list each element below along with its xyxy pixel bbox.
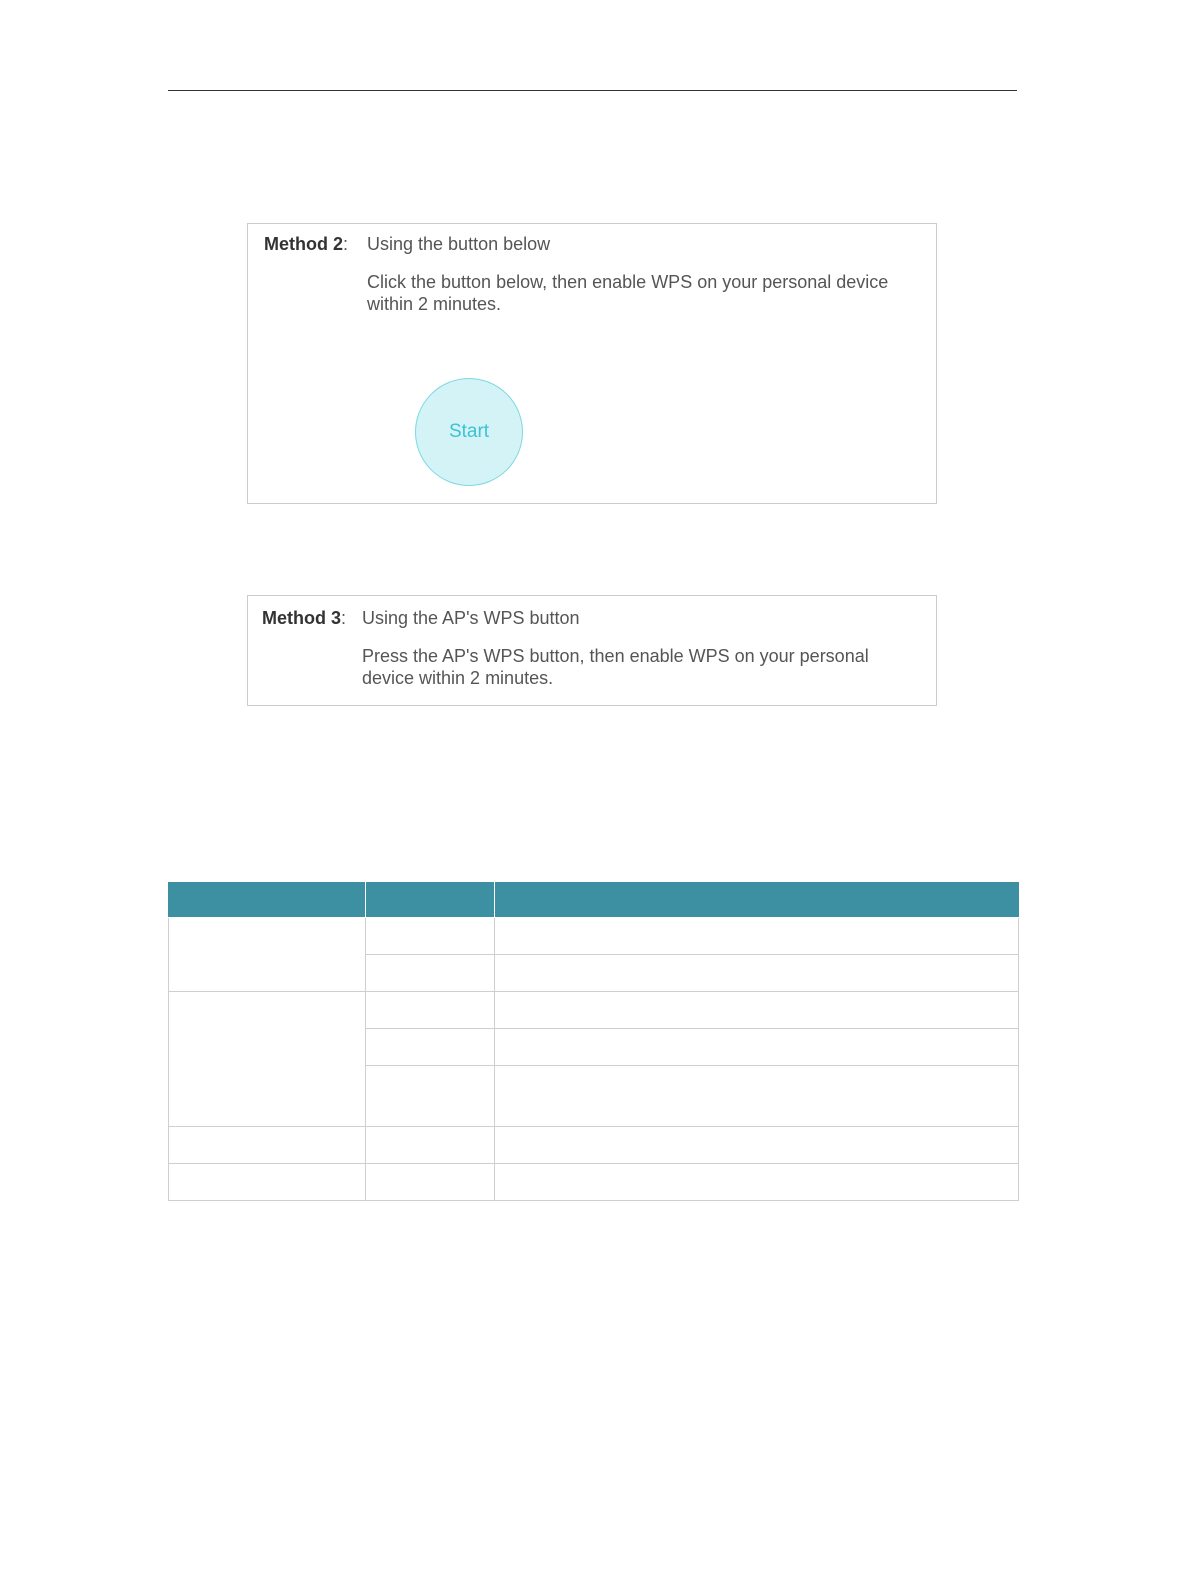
table-cell (495, 1066, 1019, 1127)
table-cell (366, 1127, 495, 1164)
table-row (169, 1127, 1019, 1164)
table-row (169, 1164, 1019, 1201)
method-3-label-colon: : (341, 608, 347, 628)
table-cell (366, 918, 495, 955)
wps-start-button-label: Start (448, 421, 490, 442)
table-cell (495, 1164, 1019, 1201)
method-3-description: Press the AP's WPS button, then enable WPS on your personal device within 2 minutes. (362, 646, 869, 688)
method-3-panel (247, 595, 937, 706)
table-cell (495, 992, 1019, 1029)
table-header-cell (366, 883, 495, 918)
table-header-cell (169, 883, 366, 918)
parameter-table (168, 882, 1019, 1201)
table-cell (366, 955, 495, 992)
table-row (169, 992, 1019, 1029)
method-3-title: Using the AP's WPS button (362, 608, 580, 628)
method-2-label (264, 234, 348, 255)
table-cell (495, 1029, 1019, 1066)
table-cell (169, 992, 366, 1127)
method-2-label-bold: Method 2 (264, 234, 343, 254)
table-cell (495, 1127, 1019, 1164)
table-cell (366, 992, 495, 1029)
table-header-row (169, 883, 1019, 918)
table-cell (366, 1029, 495, 1066)
method-2-description: Click the button below, then enable WPS on your personal device within 2 minutes. (367, 272, 889, 314)
page-header-rule (168, 90, 1017, 91)
table-row (169, 918, 1019, 955)
method-2-panel (247, 223, 937, 504)
table-cell (366, 1066, 495, 1127)
table-header-cell (495, 883, 1019, 918)
table-cell (169, 1164, 366, 1201)
method-2-label-colon: : (343, 234, 349, 254)
table-cell (495, 918, 1019, 955)
wps-start-button[interactable] (415, 378, 523, 486)
table-cell (169, 1127, 366, 1164)
method-2-title: Using the button below (367, 234, 551, 254)
method-3-label (262, 608, 346, 629)
table-cell (366, 1164, 495, 1201)
method-3-label-bold: Method 3 (262, 608, 341, 628)
table-cell (495, 955, 1019, 992)
table-cell (169, 918, 366, 992)
